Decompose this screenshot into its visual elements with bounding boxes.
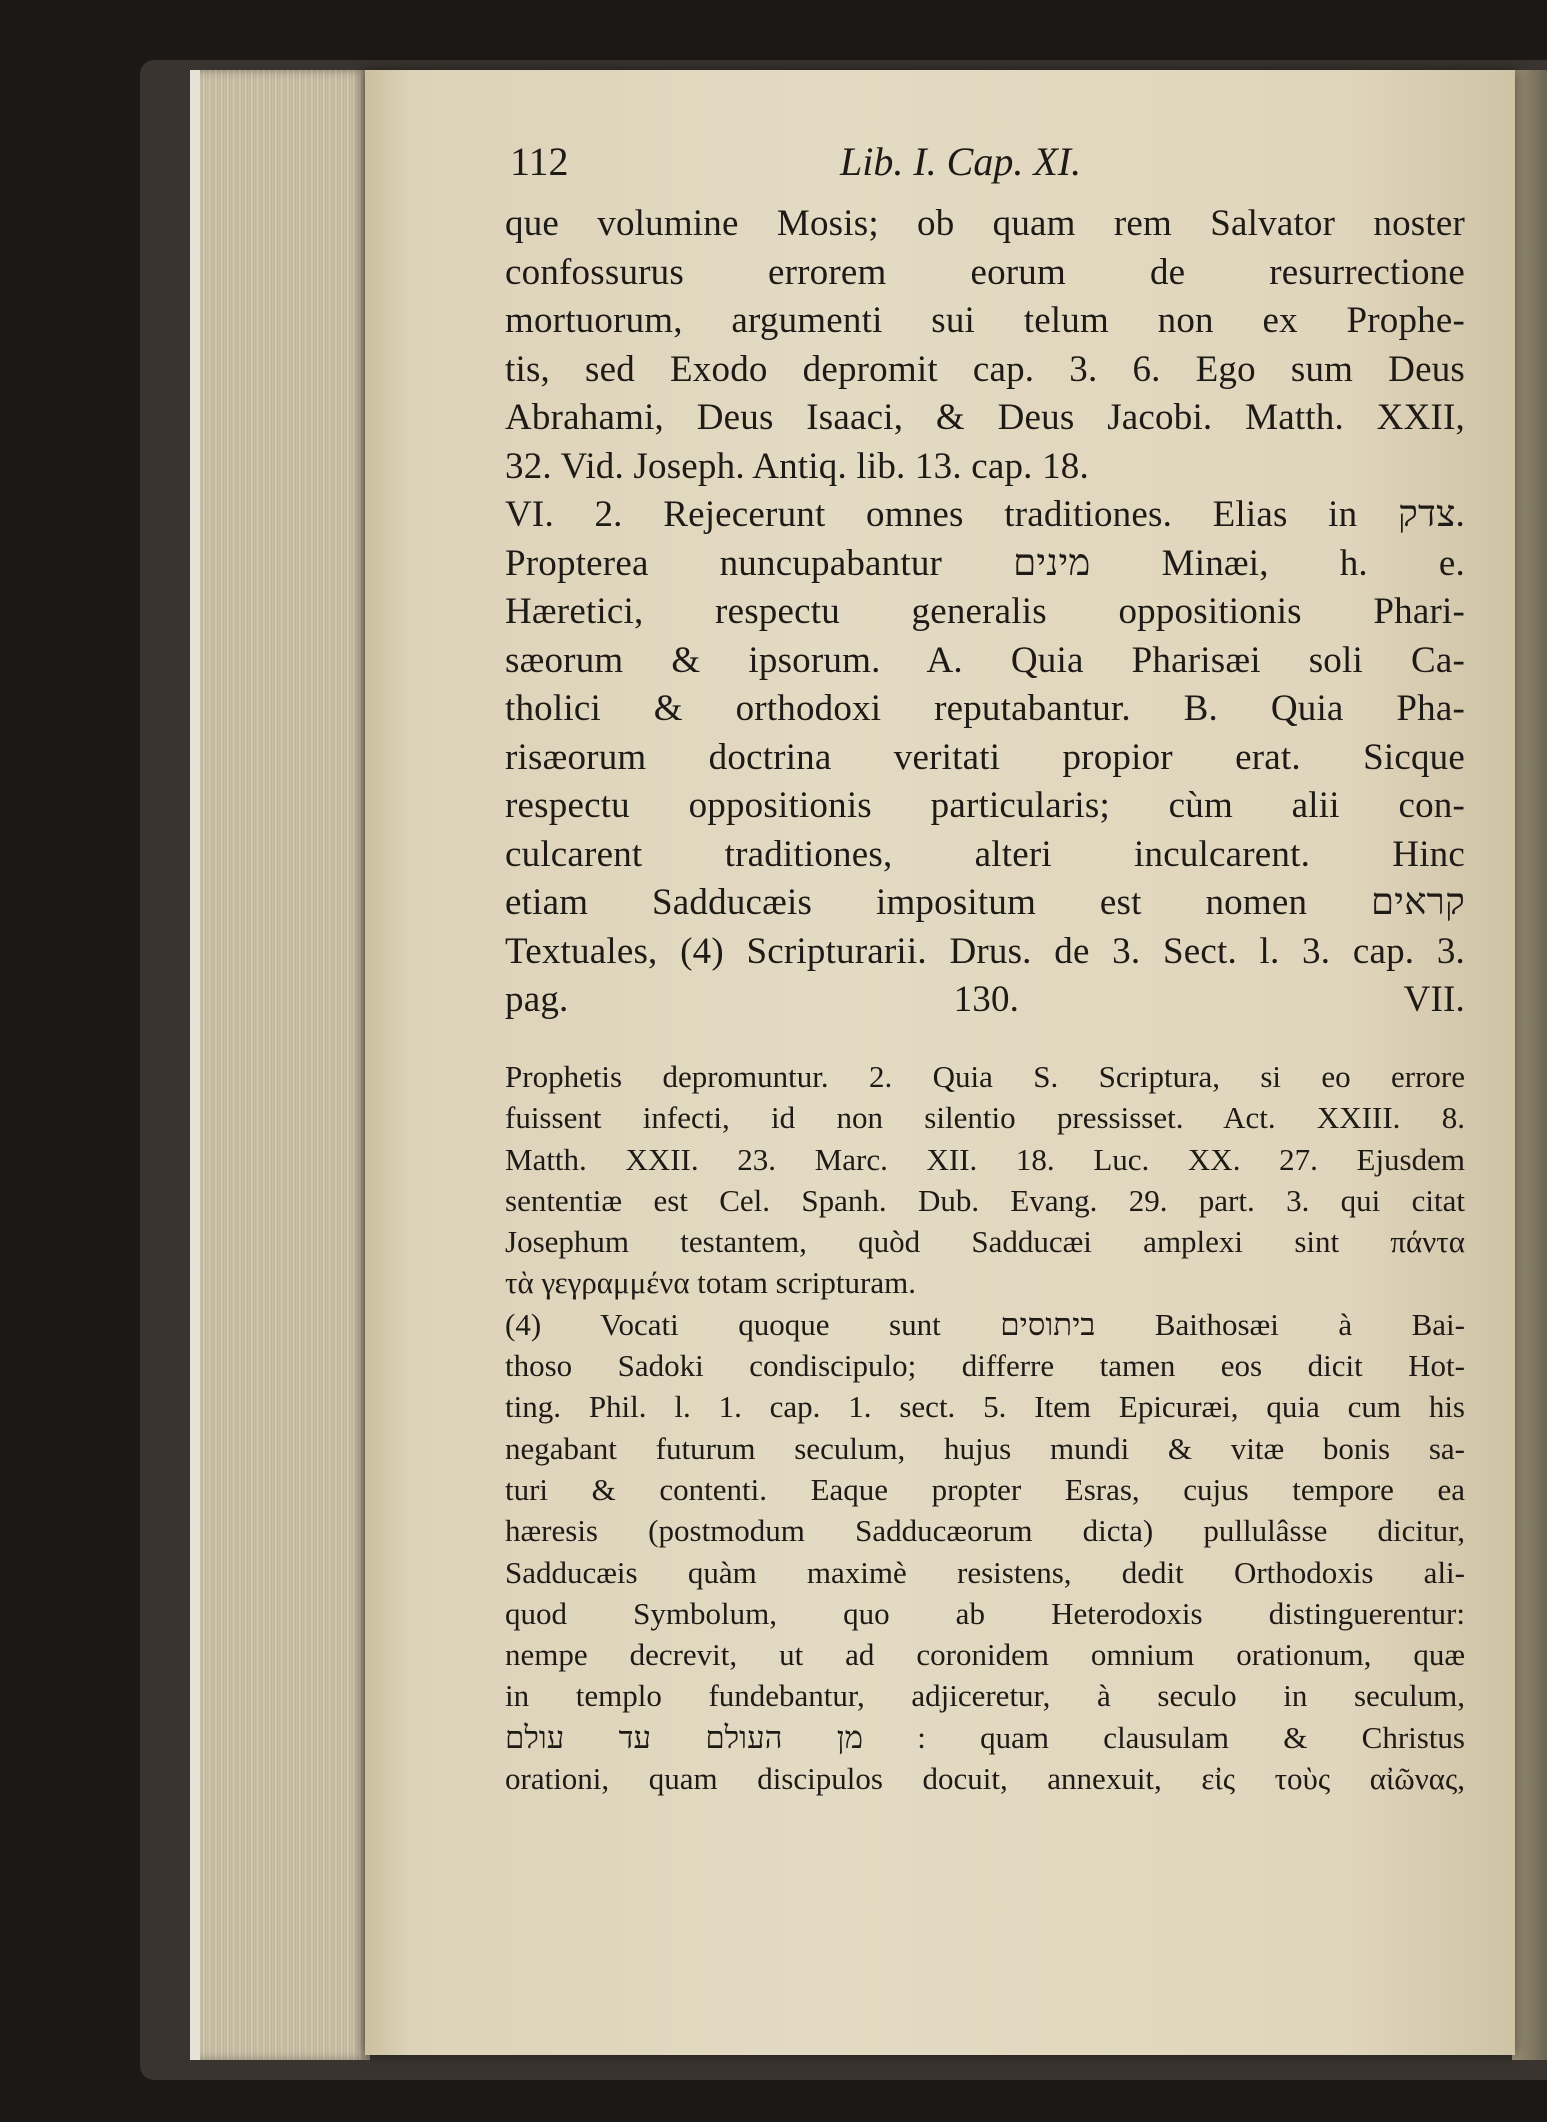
text-line: Hæretici, respectu generalis oppositionis Phari- (505, 591, 1465, 632)
text-line: sæorum & ipsorum. A. Quia Pharisæi soli Ca- (505, 639, 1465, 681)
note-line: negabant futurum seculum, hujus mundi & vitæ bonis sa- (505, 1430, 1465, 1466)
text-line: culcarent traditiones, alteri inculcarent. Hinc (505, 833, 1465, 875)
text-line: etiam Sadducæis impositum est nomen קראים (505, 882, 1465, 923)
note-line: quod Symbolum, quo ab Heterodoxis distinguerentur: (505, 1595, 1465, 1631)
text-line: pag. 130. VII. (505, 979, 1465, 1020)
facing-page-edge (1512, 70, 1547, 2060)
text-line: Abrahami, Deus Isaaci, & Deus Jacobi. Matth. XXII, (505, 397, 1465, 438)
text-line: tholici & orthodoxi reputabantur. B. Quia Pha- (505, 688, 1465, 729)
note-line: sententiæ est Cel. Spanh. Dub. Evang. 29. part. 3. qui citat (505, 1182, 1465, 1218)
note-line: Josephum testantem, quòd Sadducæi amplexi sint πάντα (505, 1224, 1465, 1260)
text-line: Textuales, (4) Scripturarii. Drus. de 3. Sect. l. 3. cap. 3. (505, 930, 1465, 972)
running-title: Lib. I. Cap. XI. (840, 139, 1082, 184)
note-line: (4) Vocati quoque sunt ביתוסים Baithosæi à Bai- (505, 1306, 1465, 1342)
text-line: risæorum doctrina veritati propior erat. Sicque (505, 736, 1465, 778)
note-line: Matth. XXII. 23. Marc. XII. 18. Luc. XX. 27. Ejusdem (505, 1141, 1465, 1177)
note-line: turi & contenti. Eaque propter Esras, cujus tempore ea (505, 1471, 1465, 1507)
note-line: in templo fundebantur, adjiceretur, à seculo in seculum, (505, 1678, 1465, 1714)
note-line: fuissent infecti, id non silentio pressisset. Act. XXIII. 8. (505, 1100, 1465, 1136)
note-line: τὰ γεγραμμένα totam scripturam. (505, 1265, 916, 1301)
note-line: orationi, quam discipulos docuit, annexuit, εἰς τοὺς αἰῶνας, (505, 1761, 1465, 1797)
text-line: que volumine Mosis; ob quam rem Salvator noster (505, 203, 1465, 244)
text-line: respectu oppositionis particularis; cùm alii con- (505, 785, 1465, 826)
page-header (510, 138, 1510, 184)
text-line: tis, sed Exodo depromit cap. 3. 6. Ego sum Deus (505, 348, 1465, 390)
text-line: VI. 2. Rejecerunt omnes traditiones. Elias in צדק. (505, 494, 1465, 535)
text-line: 32. Vid. Joseph. Antiq. lib. 13. cap. 18. (505, 445, 1089, 487)
page-number: 112 (510, 139, 569, 184)
main-text-block (505, 200, 1465, 1025)
note-line: Prophetis depromuntur. 2. Quia S. Scriptura, si eo errore (505, 1059, 1465, 1094)
note-line: Sadducæis quàm maximè resistens, dedit Orthodoxis ali- (505, 1554, 1465, 1590)
footnotes-block (505, 1056, 1465, 1799)
note-line: מן העולם עד עולם : quam clausulam & Christus (505, 1719, 1465, 1755)
text-line: Propterea nuncupabantur מינים Minæi, h. e. (505, 542, 1465, 584)
note-line: thoso Sadoki condiscipulo; differre tamen eos dicit Hot- (505, 1348, 1465, 1384)
text-line: mortuorum, argumenti sui telum non ex Prophe- (505, 300, 1465, 341)
page-edges (190, 70, 370, 2060)
note-line: nempe decrevit, ut ad coronidem omnium orationum, quæ (505, 1637, 1465, 1673)
text-line: confossurus errorem eorum de resurrectione (505, 251, 1465, 293)
note-line: ting. Phil. l. 1. cap. 1. sect. 5. Item Epicuræi, quia cum his (505, 1389, 1465, 1425)
note-line: hæresis (postmodum Sadducæorum dicta) pullulâsse dicitur, (505, 1513, 1465, 1549)
